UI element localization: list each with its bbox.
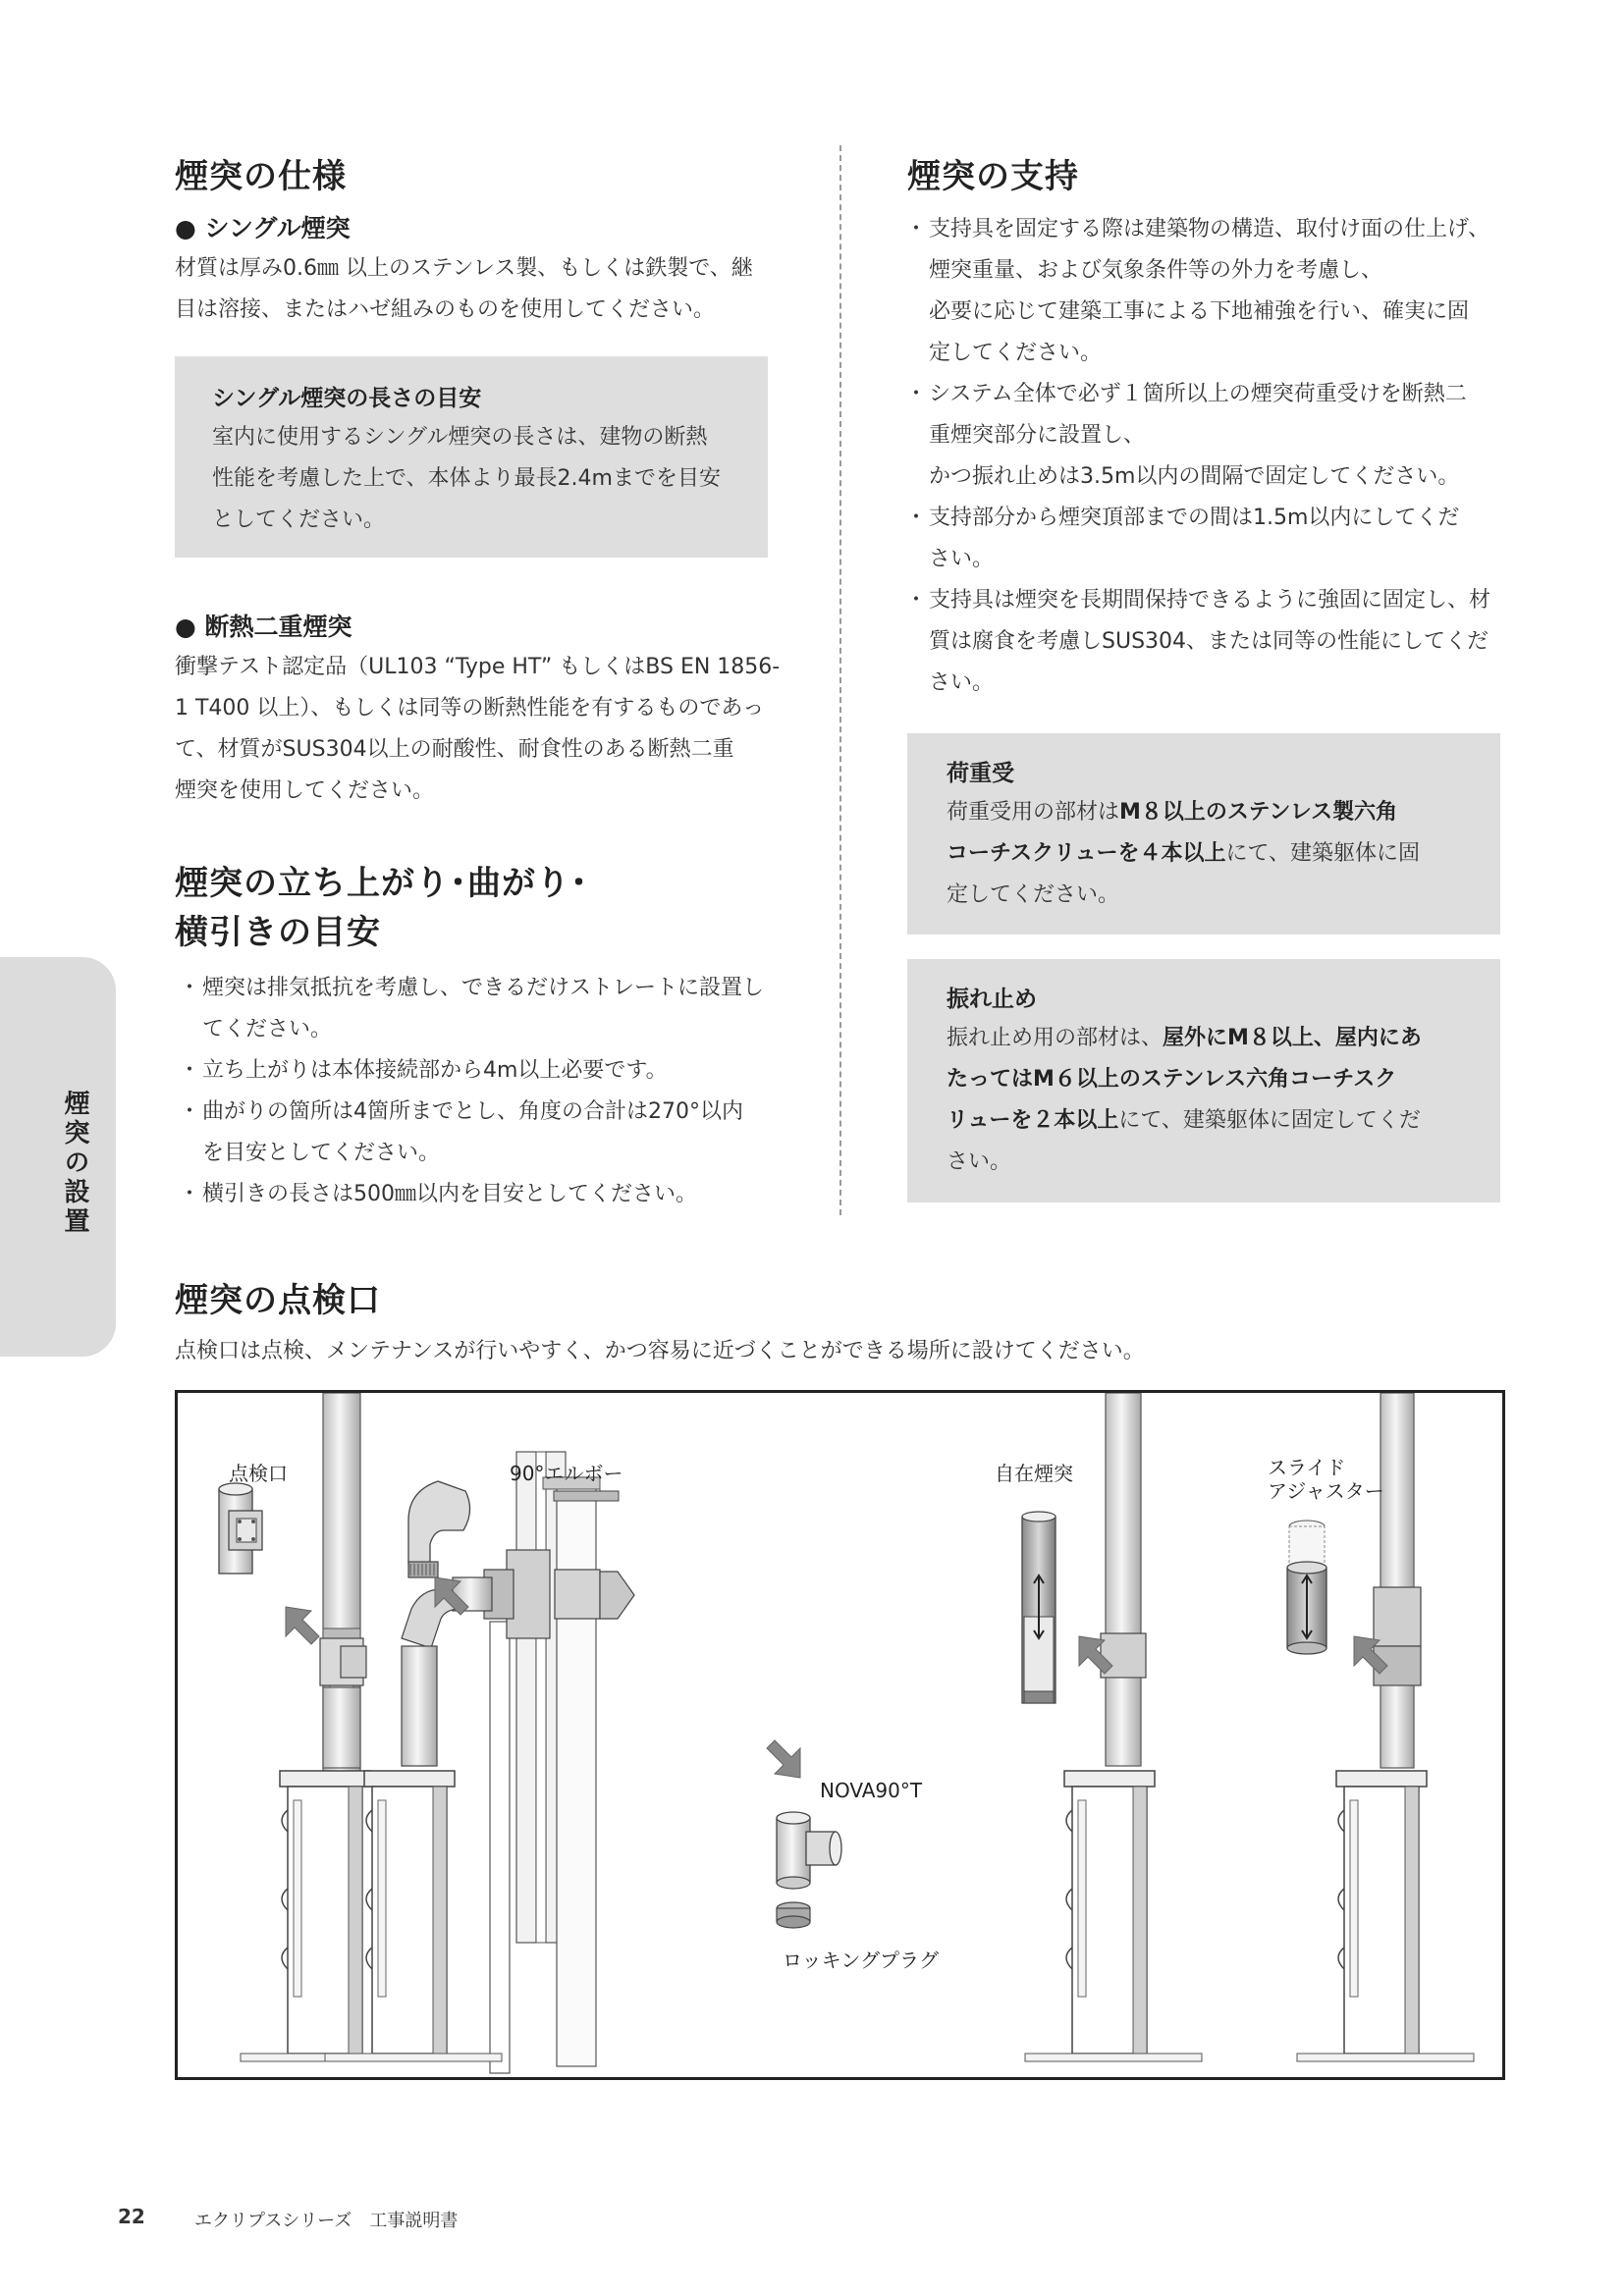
support-title: 煙突の支持 [907,157,1079,196]
side-tab-label: 煙突の設置 [60,1090,89,1237]
load-support-text: 荷重受用の部材はM８以上のステンレス製六角 コーチスクリューを４本以上にて、建築躯体に固 定してください。 [947,800,1421,907]
single-length-box [175,356,768,558]
label-90-elbow: 90°エルボー [510,1462,623,1485]
load-support-title: 荷重受 [947,761,1014,786]
single-chimney-text: 材質は厚み0.6㎜ 以上のステンレス製、もしくは鉄製で、継 目は溶接、またはハゼ組みのものを使用してください。 [175,256,753,322]
column-divider [839,145,841,1215]
list-item: ・ 曲がりの箇所は4箇所までとし、角度の合計は270°以内 を目安としてください。 [179,1099,743,1165]
load-support-box [907,733,1500,934]
single-length-title: シングル煙突の長さの目安 [212,386,482,411]
list-item: ・ システム全体で必ず１箇所以上の煙突荷重受けを断熱二 重煙突部分に設置し、 かつ振れ止めは3.5m以内の間隔で固定してください。 [905,382,1467,489]
label-inspection-port: 点検口 [229,1462,288,1485]
sway-brace-title: 振れ止め [947,987,1037,1012]
label-nova90t: NOVA90°T [820,1779,923,1802]
list-item: ・ 煙突は排気抵抗を考慮し、できるだけストレートに設置し てください。 [179,976,765,1041]
sway-brace-text: 振れ止め用の部材は、屋外にM８以上、屋内にあ たってはM６以上のステンレス六角コーチスク リューを２本以上にて、建築躯体に固定してくだ さい。 [947,1026,1422,1174]
list-item: ・ 横引きの長さは500㎜以内を目安としてください。 [179,1182,697,1206]
label-telescopic-chimney: 自在煙突 [995,1462,1073,1485]
list-item: ・ 立ち上がりは本体接続部から4m以上必要です。 [179,1058,668,1083]
footer-title: エクリプスシリーズ 工事説明書 [194,2211,459,2231]
section-side-tab [0,957,116,1357]
inspection-description: 点検口は点検、メンテナンスが行いやすく、かつ容易に近づくことができる場所に設けてください。 [175,1339,1145,1363]
list-item: ・ 支持具を固定する際は建築物の構造、取付け面の仕上げ、 煙突重量、および気象条件等の外力を考慮し、 必要に応じて建築工事による下地補強を行い、確実に固 定してください。 [905,217,1490,365]
rise-title: 煙突の立ち上がり･曲がり･ 横引きの目安 [175,864,588,952]
page-number: 22 [118,2205,145,2228]
single-chimney-heading: ● シングル煙突 [175,214,351,242]
sway-brace-box [907,959,1500,1202]
double-chimney-heading: ● 断熱二重煙突 [175,613,352,641]
inspection-figure [175,1390,1505,2080]
spec-title: 煙突の仕様 [175,157,347,196]
label-slide-adjuster: スライド アジャスター [1268,1456,1384,1503]
support-bullet-list [901,209,1520,704]
list-item: ・ 支持具は煙突を長期間保持できるように強固に固定し、材 質は腐食を考慮しSUS304、または同等の性能にしてくだ さい。 [905,588,1491,695]
rise-bullet-list [175,968,784,1215]
list-item: ・ 支持部分から煙突頂部までの間は1.5m以内にしてくだ さい。 [905,506,1460,571]
single-length-text: 室内に使用するシングル煙突の長さは、建物の断熱 性能を考慮した上で、本体より最長2.4mまでを目安 としてください。 [212,425,721,532]
label-locking-plug: ロッキングプラグ [783,1949,939,1972]
double-chimney-text: 衝撃テスト認定品（UL103 “Type HT” もしくはBS EN 1856- 1 T400 以上）、もしくは同等の断熱性能を有するものであっ て、材質がSUS304以上の耐酸性、耐食性のある断熱二重 煙突を使用してください。 [175,655,781,803]
inspection-title: 煙突の点検口 [175,1281,381,1320]
